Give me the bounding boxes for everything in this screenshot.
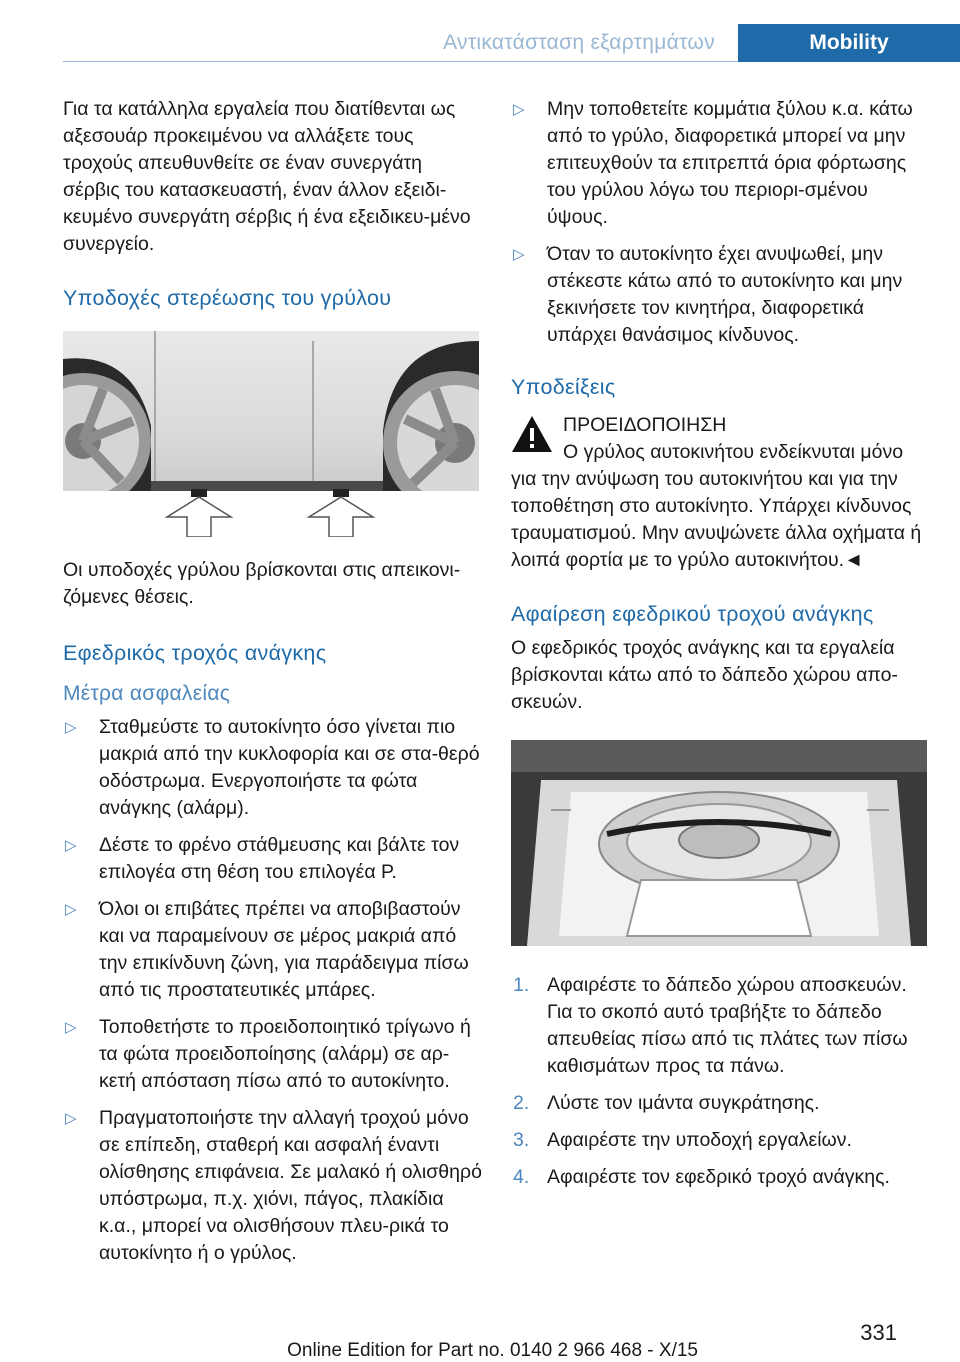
triangle-bullet-icon: ▷ [65,719,77,736]
warning-text: για την ανύψωση του αυτοκινήτου και για την τοποθέτηση στο αυτοκίνητο. Υπάρχει κίνδυνος τραυματισμού. Μην ανυψώνετε άλλα οχήματα ή λοιπά φορτία με το γρύλο αυτοκινήτου.◄ [511,468,922,571]
jack-points-heading: Υποδοχές στερέωσης του γρύλου [63,286,392,310]
jack-caption: Οι υποδοχές γρύλου βρίσκονται στις απεικονι‐ζόμενες θέσεις. [63,559,461,608]
right-column [511,96,931,1191]
header-rule [63,61,738,62]
list-item: 2. Λύστε τον ιμάντα συγκράτησης. [513,1092,820,1114]
spare-removal-heading: Αφαίρεση εφεδρικού τροχού ανάγκης [511,602,874,626]
footer-edition: Online Edition for Part no. 0140 2 966 468 - X/15 [287,1340,698,1361]
left-column [63,96,483,1267]
triangle-bullet-icon: ▷ [65,1019,77,1036]
page-header [0,0,960,62]
list-item: ▷ Δέστε το φρένο στάθμευσης και βάλτε τον επιλογέα στη θέση του επιλογέα P. [65,834,460,883]
triangle-bullet-icon: ▷ [65,1110,77,1127]
safety-list-right [511,96,931,349]
triangle-bullet-icon: ▷ [513,101,525,118]
safety-list-left [63,714,483,1267]
list-item: 4. Αφαιρέστε τον εφεδρικό τροχό ανάγκης. [513,1166,890,1188]
spare-wheel-heading: Εφεδρικός τροχός ανάγκης [63,641,327,665]
chapter-tab: Mobility [738,24,960,62]
warning-title: ΠΡΟΕΙΔΟΠΟΙΗΣΗ [563,414,727,436]
intro-paragraph: Για τα κατάλληλα εργαλεία που διατίθενται ως αξεσουάρ προκειμένου να αλλάξετε τους τροχούς απευθυνθείτε σε έναν συνεργάτη σέρβις του κατασκευαστή, έναν άλλον εξειδι‐κευμένο συνεργάτη σέρβις ή ένα εξειδικευ‐μένο συνεργείο. [63,98,471,255]
list-item: 1. Αφαιρέστε το δάπεδο χώρου αποσκευών. Για το σκοπό αυτό τραβήξτε το δάπεδο απευθείας πίσω από τις πλάτες των πίσω καθισμάτων προς τα πάνω. [513,974,908,1077]
list-item: ▷ Τοποθετήστε το προειδοποιητικό τρίγωνο ή τα φώτα προειδοποίησης (αλάρμ) σε αρ‐κετή απόσταση πίσω από το αυτοκίνητο. [65,1016,471,1092]
section-title: Αντικατάσταση εξαρτημάτων [443,31,715,54]
list-item: 3. Αφαιρέστε την υποδοχή εργαλείων. [513,1129,852,1151]
removal-steps [511,972,931,1191]
hints-heading: Υποδείξεις [511,375,616,399]
list-item: ▷ Πραγματοποιήστε την αλλαγή τροχού μόνο σε επίπεδη, σταθερή και ασφαλή έναντι ολίσθησης επιφάνεια. Σε μαλακό ή ολισθηρό υπόστρωμα, π.χ. χιόνι, πάγος, πλακίδια κ.α., μπορεί να ολισθήσουν πλευ‐ρικά το αυτοκίνητο ή ο γρύλος. [65,1107,482,1264]
list-item: ▷ Όλοι οι επιβάτες πρέπει να αποβιβαστούν και να παραμείνουν σε μέρος μακριά από την επικίνδυνη ζώνη, για παράδειγμα πίσω από τις προστατευτικές μπάρες. [65,898,469,1001]
jack-points-illustration [63,331,479,537]
triangle-bullet-icon: ▷ [65,837,77,854]
spare-wheel-illustration [511,740,927,946]
warning-first-line: Ο γρύλος αυτοκινήτου ενδείκνυται μόνο [563,441,904,463]
triangle-bullet-icon: ▷ [513,246,525,263]
removal-intro: Ο εφεδρικός τροχός ανάγκης και τα εργαλεία βρίσκονται κάτω από το δάπεδο χώρου απο‐σκευών. [511,637,898,713]
triangle-bullet-icon: ▷ [65,901,77,918]
page-footer [0,1310,960,1362]
list-item: ▷ Όταν το αυτοκίνητο έχει ανυψωθεί, μην στέκεστε κάτω από το αυτοκίνητο και μην ξεκινήσετε τον κινητήρα, διαφορετικά υπάρχει θανάσιμος κίνδυνος. [513,243,903,346]
warning-triangle-icon [511,414,553,454]
list-item: ▷ Μην τοποθετείτε κομμάτια ξύλου κ.α. κάτω από το γρύλο, διαφορετικά μπορεί να μην επιτευχθούν τα επιτρεπτά όρια φόρτωσης του γρύλου λόγω του περιορι‐σμένου ύψους. [513,98,913,228]
safety-heading: Μέτρα ασφαλείας [63,682,231,705]
page-number: 331 [860,1320,897,1345]
list-item: ▷ Σταθμεύστε το αυτοκίνητο όσο γίνεται πιο μακριά από την κυκλοφορία και σε στα‐θερό οδόστρωμα. Ενεργοποιήστε τα φώτα ανάγκης (αλάρμ). [65,716,480,819]
warning-block [511,412,931,574]
